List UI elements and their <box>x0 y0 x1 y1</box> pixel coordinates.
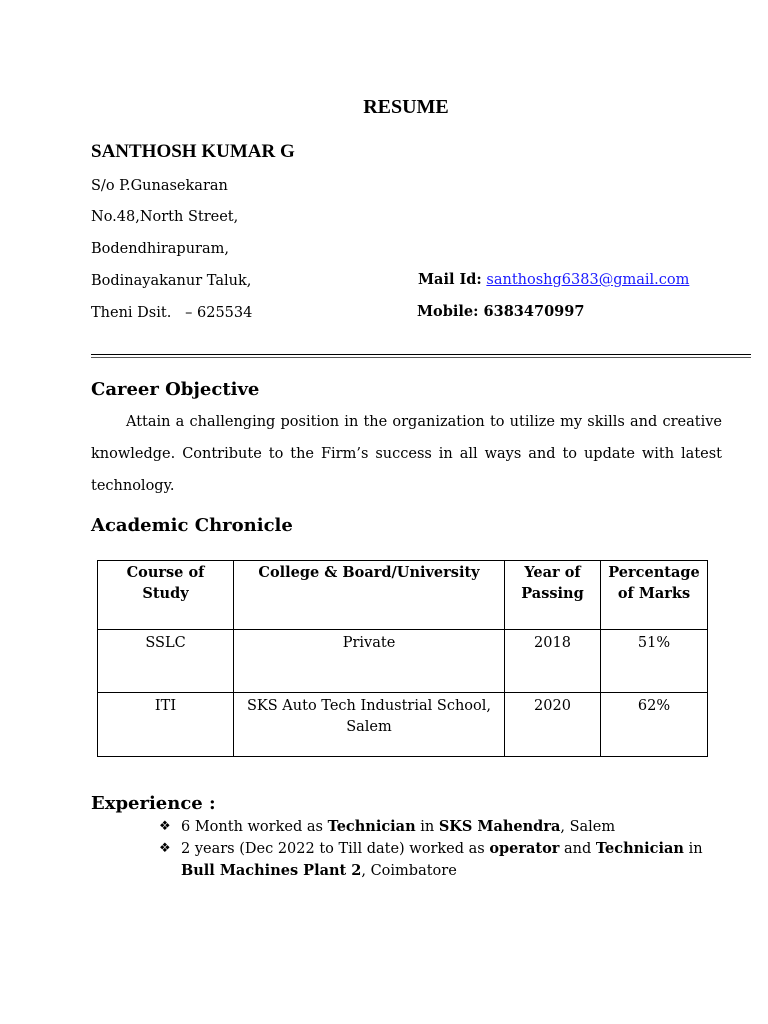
cell-course: ITI <box>98 693 234 757</box>
header-percentage: Percentage of Marks <box>601 561 708 630</box>
document-title: RESUME <box>363 96 449 118</box>
mail-link[interactable]: santhoshg6383@gmail.com <box>486 272 690 288</box>
divider-line-secondary <box>91 357 751 358</box>
divider-line <box>91 354 751 355</box>
address-line-5: Theni Dsit. – 625534 <box>91 305 253 321</box>
address-line-4: Bodinayakanur Taluk, <box>91 273 252 289</box>
cell-college: SKS Auto Tech Industrial School, Salem <box>234 693 505 757</box>
cell-percentage: 51% <box>601 630 708 693</box>
list-item: ❖ 6 Month worked as Technician in SKS Mahendra, Salem <box>159 818 616 835</box>
address-line-1: S/o P.Gunasekaran <box>91 178 228 194</box>
diamond-bullet-icon: ❖ <box>159 819 171 834</box>
address-line-3: Bodendhirapuram, <box>91 241 229 257</box>
mail-contact <box>418 271 689 288</box>
cell-year: 2020 <box>505 693 601 757</box>
table-row <box>98 693 708 757</box>
header-college: College & Board/University <box>234 561 505 630</box>
mobile-label: Mobile: <box>417 303 479 320</box>
cell-percentage: 62% <box>601 693 708 757</box>
mobile-value: 6383470997 <box>483 303 585 320</box>
address-line-2: No.48,North Street, <box>91 209 239 225</box>
career-objective-text: Attain a challenging position in the organization to utilize my skills and creative knowledge. Contribute to the Firm’s success in all ways and to update with latest technology. <box>91 414 722 494</box>
experience-list <box>159 816 729 882</box>
header-course: Course of Study <box>98 561 234 630</box>
career-objective-heading: Career Objective <box>91 379 260 400</box>
mail-label: Mail Id: <box>418 271 482 288</box>
table-header-row <box>98 561 708 630</box>
candidate-name: SANTHOSH KUMAR G <box>91 141 295 162</box>
list-item: ❖ 2 years (Dec 2022 to Till date) worked as operator and Technician in Bull Machines Plant 2, Coimbatore <box>159 840 703 879</box>
header-year: Year of Passing <box>505 561 601 630</box>
experience-heading: Experience : <box>91 793 216 814</box>
cell-course: SSLC <box>98 630 234 693</box>
cell-college: Private <box>234 630 505 693</box>
mobile-contact <box>417 303 584 320</box>
cell-year: 2018 <box>505 630 601 693</box>
academic-table <box>97 560 708 757</box>
academic-chronicle-heading: Academic Chronicle <box>91 515 293 536</box>
table-row <box>98 630 708 693</box>
diamond-bullet-icon: ❖ <box>159 841 171 856</box>
